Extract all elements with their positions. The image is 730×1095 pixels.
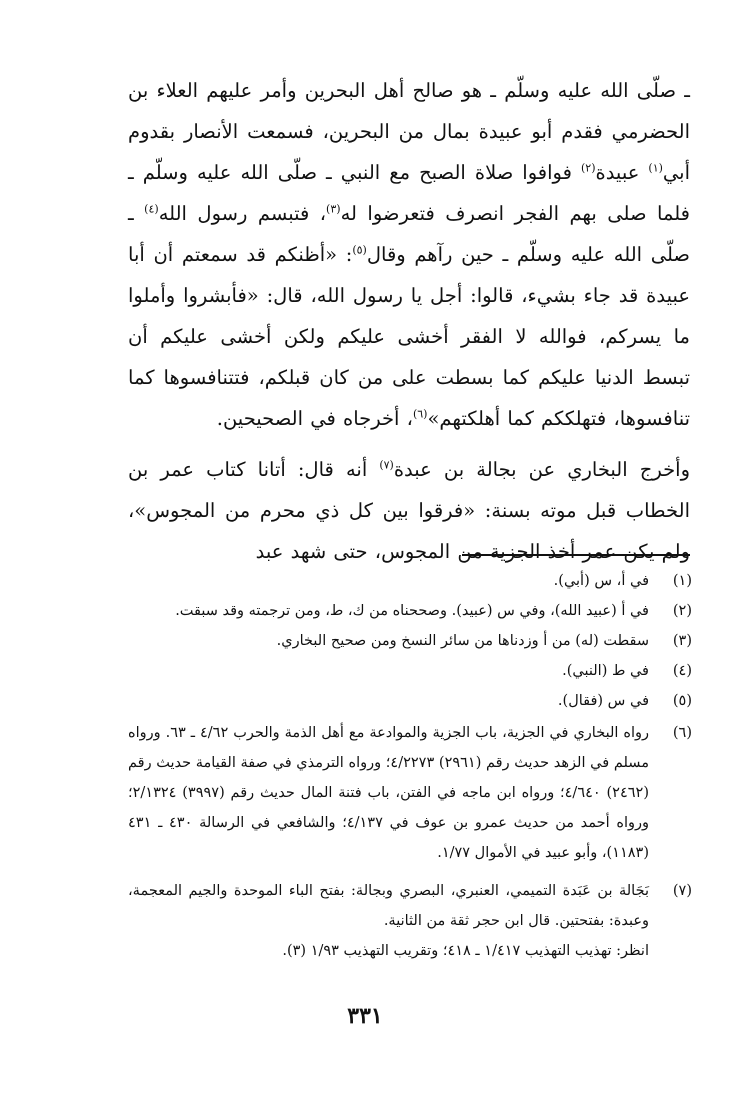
footnote-text: سقطت (له) من أ وزدناها من سائر النسخ ومن صحيح البخاري. (276, 633, 649, 649)
footnote-number: (٦) (672, 725, 692, 741)
main-text (128, 70, 690, 572)
footnote-text: في أ، س (أبي). (553, 573, 649, 589)
footnote-number: (١) (672, 573, 692, 589)
footnote-ref-1[interactable]: (١) (648, 161, 663, 175)
footnote-number: (٢) (672, 603, 692, 619)
footnote-number: (٥) (672, 693, 692, 709)
footnote-ref-5[interactable]: (٥) (352, 243, 367, 257)
footnotes (128, 566, 692, 966)
footnote-6 (128, 718, 692, 868)
paragraph-1: ـ صلّى الله عليه وسلّم ـ هو صالح أهل البحرين وأمر عليهم العلاء بن الحضرمي فقدم أبو عبيدة بمال من البحرين، فسمعت الأنصار بقدوم أبي$^{(١)}$ عبيدة$^{(٢)}$ فوافوا صلاة الصبح مع النبي ـ صلّى الله عليه وسلّم ـ فلما صلى بهم الفجر انصرف فتعرضوا له$^{(٣)}$، فتبسم رسول الله$^{(٤)}$ ـ صلّى الله عليه وسلّم ـ حين رآهم وقال$^{(٥)}$: «أظنكم قد سمعتم أن أبا عبيدة قد جاء بشيء، قالوا: أجل يا رسول الله، قال: «فأبشروا وأملوا ما يسركم، فوالله لا الفقر أخشى عليكم ولكن أخشى عليكم أن تبسط الدنيا عليكم كما بسطت على من كان قبلكم، فتتنافسوها كما تنافسوها، فتهلككم كما أهلكتهم»$^{(٦)}$، أخرجاه في الصحيحين. (128, 79, 691, 430)
footnote-text: بَجَالة بن عَبَدة التميمي، العنبري، البصري وبجالة: بفتح الباء الموحدة والجيم المعجمة، وعبدة: بفتحتين. قال ابن حجر ثقة من الثانية. (128, 883, 649, 929)
footnote-ref-4[interactable]: (٤) (144, 202, 159, 216)
footnote-number: (٧) (672, 883, 692, 899)
footnote-text-continuation: انظر: تهذيب التهذيب ١/٤١٧ ـ ٤١٨؛ وتقريب التهذيب ١/٩٣ (٣). (282, 943, 649, 959)
footnote-4 (128, 656, 692, 686)
footnote-number: (٣) (672, 633, 692, 649)
footnote-text: في ط (النبي). (562, 663, 649, 679)
footnote-divider (462, 554, 690, 556)
footnote-ref-3[interactable]: (٣) (326, 202, 341, 216)
page-number: ٣٣١ (347, 1003, 383, 1029)
footnote-2 (128, 596, 692, 626)
footnote-ref-7[interactable]: (٧) (379, 458, 394, 472)
footnote-text: في أ (عبيد الله)، وفي س (عبيد). وصححناه من ك، ط، ومن ترجمته وقد سبقت. (175, 603, 649, 619)
footnote-number: (٤) (672, 663, 692, 679)
footnote-3 (128, 626, 692, 656)
footnote-7 (128, 876, 692, 966)
footnote-1 (128, 566, 692, 596)
footnote-text: في س (فقال). (557, 693, 649, 709)
footnote-5 (128, 686, 692, 716)
footnote-text: رواه البخاري في الجزية، باب الجزية والموادعة مع أهل الذمة والحرب ٤/٦٢ ـ ٦٣. ورواه مسلم في الزهد حديث رقم (٢٩٦١) ٤/٢٢٧٣؛ ورواه الترمذي في صفة القيامة حديث رقم (٢٤٦٢) ٤/٦٤٠؛ ورواه ابن ماجه في الفتن، باب فتنة المال حديث رقم (٣٩٩٧) ٢/١٣٢٤؛ ورواه أحمد من حديث عمرو بن عوف في ٤/١٣٧؛ والشافعي في الرسالة ٤٣٠ ـ ٤٣١ (١١٨٣)، وأبو عبيد في الأموال ١/٧٧. (128, 725, 649, 861)
footnote-ref-6[interactable]: (٦) (412, 407, 428, 421)
footnote-ref-2[interactable]: (٢) (580, 161, 596, 175)
paragraph-2: وأخرج البخاري عن بجالة بن عبدة$^{(٧)}$ أنه قال: أتانا كتاب عمر بن الخطاب قبل موته بسنة: «فرقوا بين كل ذي محرم من المجوس»، ولم يكن عمر أخذ الجزية من المجوس، حتى شهد عبد (128, 458, 691, 563)
